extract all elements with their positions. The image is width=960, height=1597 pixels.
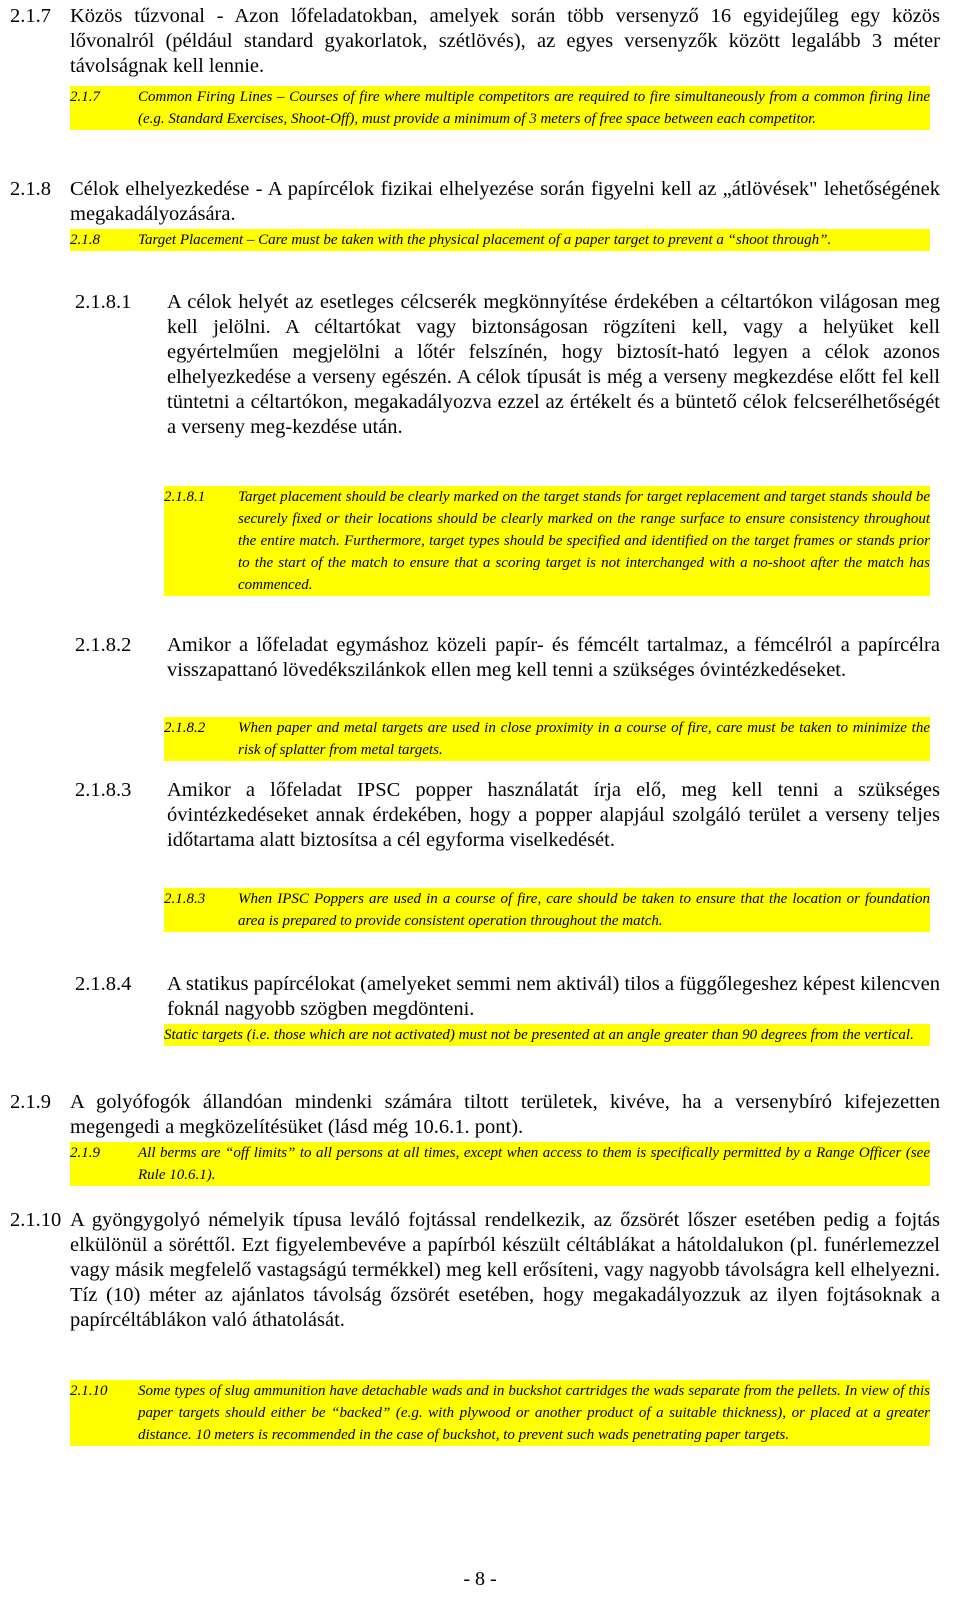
section-number: 2.1.8.4	[75, 973, 132, 995]
section-number: 2.1.7	[70, 89, 100, 105]
section-2-1-8-3-en	[164, 888, 930, 932]
section-2-1-9-hu	[10, 1090, 940, 1140]
section-2-1-8-1-hu	[75, 290, 940, 440]
section-text: Közös tűzvonal - Azon lőfeladatokban, amelyek során több versenyző 16 egyidejűleg egy közös lővonalról (például standard gyakorlatok, szétlövés), az egyes versenyzők között legalább 3 méter távolságnak kell lennie.	[70, 5, 940, 77]
section-text: When paper and metal targets are used in close proximity in a course of fire, care must be taken to minimize the risk of splatter from metal targets.	[238, 720, 930, 758]
section-number: 2.1.8	[70, 232, 100, 248]
section-2-1-8-4-en	[164, 1024, 930, 1046]
section-2-1-8-4-hu	[75, 972, 940, 1022]
section-number: 2.1.8.3	[75, 779, 132, 801]
section-text: Target Placement – Care must be taken with the physical placement of a paper target to prevent a “shoot through”.	[138, 232, 832, 248]
section-text: A statikus papírcélokat (amelyeket semmi nem aktivál) tilos a függőlegeshez képest kilencven foknál nagyobb szögben megdönteni.	[167, 973, 940, 1020]
section-number: 2.1.9	[70, 1145, 100, 1161]
section-2-1-8-2-hu	[75, 633, 940, 683]
section-text: Amikor a lőfeladat IPSC popper használatát írja elő, meg kell tenni a szükséges óvintézkedéseket annak érdekében, hogy a popper alapjául szolgáló terület a verseny teljes időtartama alatt biztosítsa a cél egyforma viselkedését.	[167, 779, 940, 851]
section-number: 2.1.8.2	[164, 720, 206, 736]
section-text: Static targets (i.e. those which are not activated) must not be presented at an angle greater than 90 degrees from the vertical.	[164, 1027, 914, 1043]
section-number: 2.1.10	[70, 1383, 108, 1399]
section-text: All berms are “off limits” to all persons at all times, except when access to them is specifically permitted by a Range Officer (see Rule 10.6.1).	[138, 1145, 930, 1183]
section-2-1-7-hu	[10, 4, 940, 79]
section-2-1-7-en	[70, 86, 930, 130]
section-2-1-8-en	[70, 229, 930, 251]
section-2-1-10-en	[70, 1380, 930, 1446]
section-text: Target placement should be clearly marked on the target stands for target replacement and target stands should be securely fixed or their locations should be clearly marked on the range surface to ensure consistency throughout the entire match. Furthermore, target types should be specified and identified on the target frames or stands prior to the start of the match to ensure that a scoring target is not interchanged with a no-shoot after the match has commenced.	[238, 489, 930, 593]
section-text: A gyöngygolyó némelyik típusa leváló fojtással rendelkezik, az őzsörét lőszer esetében pedig a fojtás elkülönül a söréttől. Ezt figyelembevéve a papírból készült céltáblákat a hátoldalukon (pl. funérlemezzel vagy másik megfelelő vastagságú termékkel) meg kell erősíteni, vagy nagyobb távolságra kell elhelyezni. Tíz (10) méter az ajánlatos távolság őzsörét esetében, hogy megakadályozzuk az ilyen fojtásoknak a papírcéltáblákon való áthatolását.	[70, 1209, 940, 1331]
section-2-1-8-hu	[10, 177, 940, 227]
section-2-1-9-en	[70, 1142, 930, 1186]
section-number: 2.1.9	[10, 1091, 51, 1113]
section-2-1-8-2-en	[164, 717, 930, 761]
section-text: Amikor a lőfeladat egymáshoz közeli papír- és fémcélt tartalmaz, a fémcélról a papírcélra visszapattanó lövedékszilánkok ellen meg kell tenni a szükséges óvintézkedéseket.	[167, 634, 940, 681]
section-text: A golyófogók állandóan mindenki számára tiltott területek, kivéve, ha a versenybíró kifejezetten megengedi a megközelítésüket (lásd még 10.6.1. pont).	[70, 1091, 940, 1138]
section-text: Célok elhelyezkedése - A papírcélok fizikai elhelyezése során figyelni kell az „átlövések" lehetőségének megakadályozására.	[70, 178, 940, 225]
section-number: 2.1.8	[10, 178, 51, 200]
section-number: 2.1.8.2	[75, 634, 132, 656]
section-number: 2.1.8.1	[75, 291, 132, 313]
section-2-1-10-hu	[10, 1208, 940, 1333]
section-number: 2.1.8.1	[164, 489, 206, 505]
section-number: 2.1.8.3	[164, 891, 206, 907]
section-text: A célok helyét az esetleges célcserék megkönnyítése érdekében a céltartókon világosan meg kell jelölni. A céltartókat vagy biztonságosan rögzíteni kell, vagy a helyüket kell egyértelműen megjelölni a lőtér felszínén, hogy biztosít-ható legyen a célok azonos elhelyezkedése a verseny egészén. A célok típusát is még a verseny megkezdése előtt fel kell tüntetni a céltartókon, megakadályozva ezzel az értékelt és a büntető célok felcserélhetőségét a verseny meg-kezdése után.	[167, 291, 940, 438]
page-number: - 8 -	[463, 1568, 497, 1590]
section-2-1-8-1-en	[164, 486, 930, 596]
section-2-1-8-3-hu	[75, 778, 940, 853]
section-number: 2.1.10	[10, 1209, 62, 1231]
section-text: When IPSC Poppers are used in a course of fire, care should be taken to ensure that the location or foundation area is prepared to provide consistent operation throughout the match.	[238, 891, 930, 929]
section-number: 2.1.7	[10, 5, 51, 27]
section-text: Some types of slug ammunition have detachable wads and in buckshot cartridges the wads separate from the pellets. In view of this paper targets should either be “backed” (e.g. with plywood or another product of a suitable thickness), or placed at a greater distance. 10 meters is recommended in the case of buckshot, to prevent such wads penetrating paper targets.	[138, 1383, 930, 1443]
section-text: Common Firing Lines – Courses of fire where multiple competitors are required to fire simultaneously from a common firing line (e.g. Standard Exercises, Shoot-Off), must provide a minimum of 3 meters of free space between each competitor.	[138, 89, 930, 127]
